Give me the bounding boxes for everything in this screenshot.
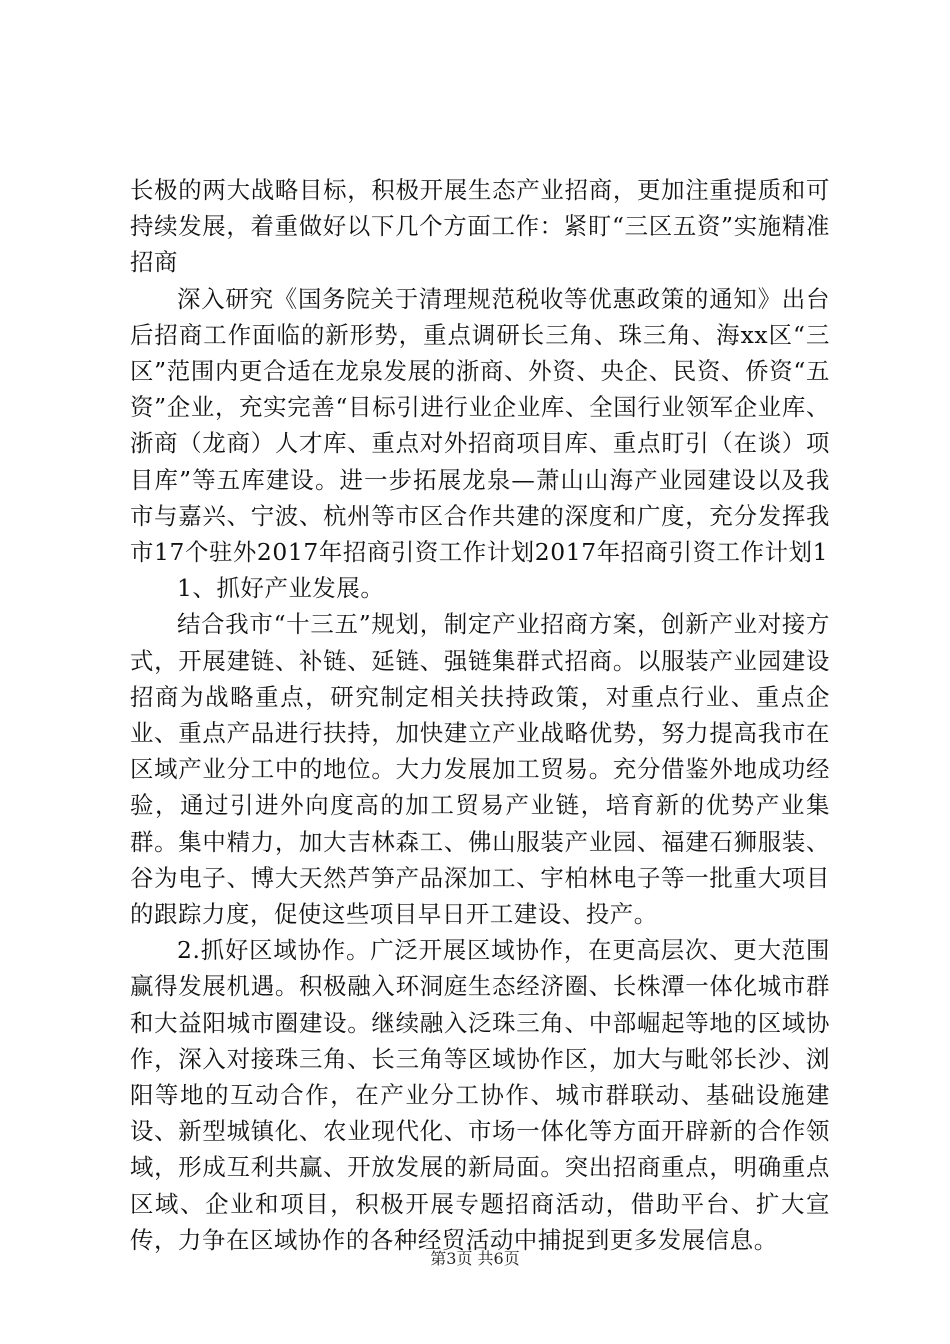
- document-body: [130, 172, 830, 1258]
- page-footer: [0, 1246, 950, 1269]
- page-indicator: 第3页 共6页: [430, 1249, 520, 1268]
- paragraph-heading-industry: 1、抓好产业发展。: [177, 574, 385, 603]
- paragraph-continuation: 长极的两大战略目标，积极开展生态产业招商，更加注重提质和可持续发展，着重做好以下几个方面工作：紧盯“三区五资”实施精准招商: [130, 176, 830, 277]
- paragraph-regional: 2.抓好区域协作。广泛开展区域协作，在更高层次、更大范围赢得发展机遇。积极融入环洞庭生态经济圈、长株潭一体化城市群和大益阳城市圈建设。继续融入泛珠三角、中部崛起等地的区域协作，深入对接珠三角、长三角等区域协作区，加大与毗邻长沙、浏阳等地的互动合作，在产业分工协作、城市群联动、基础设施建设、新型城镇化、农业现代化、市场一体化等方面开辟新的合作领域，形成互利共赢、开放发展的新局面。突出招商重点，明确重点区域、企业和项目，积极开展专题招商活动，借助平台、扩大宣传，力争在区域协作的各种经贸活动中捕捉到更多发展信息。: [130, 936, 830, 1254]
- paragraph-industry: 结合我市“十三五”规划，制定产业招商方案，创新产业对接方式，开展建链、补链、延链、强链集群式招商。以服装产业园建设招商为战略重点，研究制定相关扶持政策，对重点行业、重点企业、重点产品进行扶持，加快建立产业战略优势，努力提高我市在区域产业分工中的地位。大力发展加工贸易。充分借鉴外地成功经验，通过引进外向度高的加工贸易产业链，培育新的优势产业集群。集中精力，加大吉林森工、佛山服装产业园、福建石狮服装、谷为电子、博大天然芦笋产品深加工、宇柏林电子等一批重大项目的跟踪力度，促使这些项目早日开工建设、投产。: [130, 610, 830, 929]
- paragraph-research: 深入研究《国务院关于清理规范税收等优惠政策的通知》出台后招商工作面临的新形势，重点调研长三角、珠三角、海xx区“三区”范围内更合适在龙泉发展的浙商、外资、央企、民资、侨资“五资”企业，充实完善“目标引进行业企业库、全国行业领军企业库、浙商（龙商）人才库、重点对外招商项目库、重点盯引（在谈）项目库”等五库建设。进一步拓展龙泉—萧山山海产业园建设以及我市与嘉兴、宁波、杭州等市区合作共建的深度和广度，充分发挥我市17个驻外2017年招商引资工作计划2017年招商引资工作计划1: [130, 284, 830, 567]
